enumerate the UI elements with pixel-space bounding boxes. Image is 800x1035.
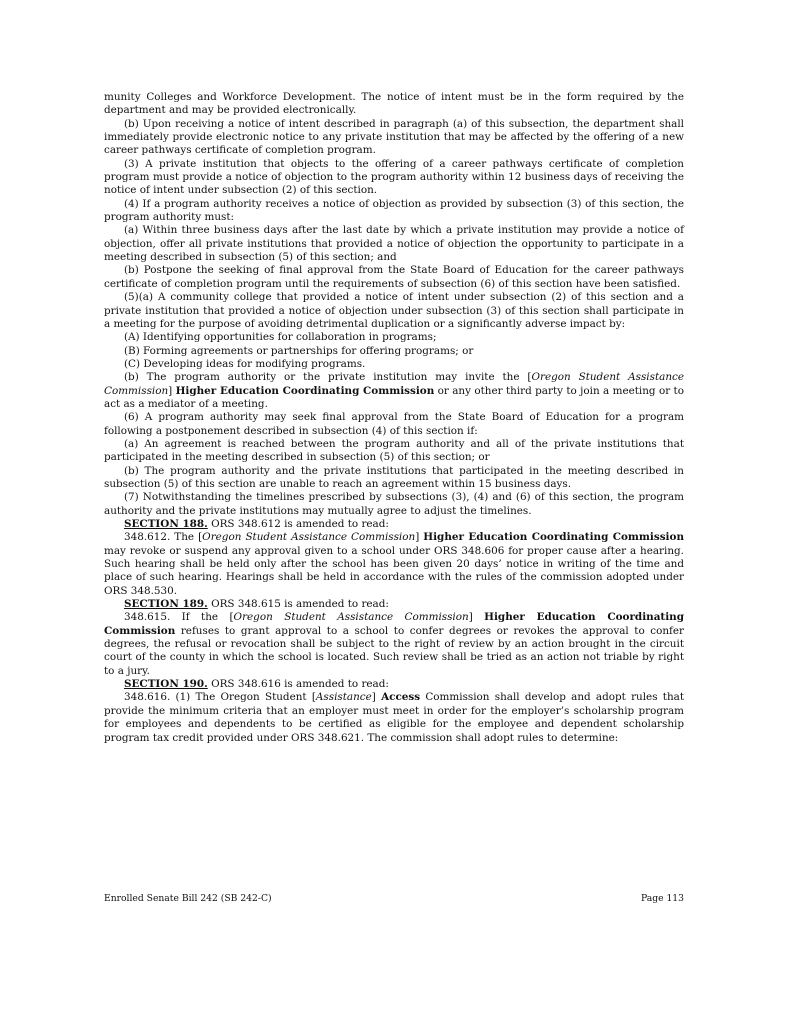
text-segment: may revoke or suspend any approval given to a school under ORS 348.606 for proper cause after a hearing. Such hearing shall be held only after the school has been given 20 days’ notice in writing of the time and place of such hearing. Hearings shall be held in accordance with the rules of the commission adopted under ORS 348.530.	[104, 544, 684, 597]
paragraph	[104, 611, 684, 678]
paragraph	[104, 691, 684, 744]
text-segment: (a) Within three business days after the last date by which a private institution may provide a notice of objection, offer all private institutions that provided a notice of objection the opportunity to participate in a meeting described in subsection (5) of this section; and	[104, 224, 684, 264]
paragraph	[104, 598, 684, 611]
text-segment: (b) Upon receiving a notice of intent described in paragraph (a) of this subsection, the department shall immediately provide electronic notice to any private institution that may be affected by the offering of a new career pathways certificate of completion program.	[104, 117, 684, 157]
paragraph	[104, 198, 684, 225]
text-segment: 348.612. The [	[124, 531, 203, 544]
paragraph	[104, 345, 684, 358]
page-number: Page 113	[640, 893, 684, 904]
text-segment: ORS 348.612 is amended to read:	[207, 518, 389, 530]
paragraph	[104, 331, 684, 344]
paragraph	[104, 358, 684, 371]
paragraph	[104, 224, 684, 264]
text-segment: 348.616. (1) The Oregon Student [	[124, 691, 316, 704]
paragraph	[104, 371, 684, 411]
page-footer	[104, 893, 684, 904]
paragraph	[104, 291, 684, 331]
text-segment: Oregon Student Assistance Commission	[202, 531, 416, 544]
paragraph	[104, 678, 684, 691]
text-segment: Commission shall develop and adopt rules that provide the minimum criteria that an employer must meet in order for the employer’s scholarship program for employees and dependents to be certified as eligible for the employee and dependent scholarship program tax credit provided under ORS 348.621. The commission shall adopt rules to determine:	[104, 691, 685, 744]
paragraph	[104, 438, 684, 465]
text-segment: Access	[381, 691, 421, 704]
text-segment: (3) A private institution that objects to the offering of a career pathways certificate of completion program must provide a notice of objection to the program authority within 12 business days of receiving the notice of intent under subsection (2) of this section.	[104, 157, 684, 197]
paragraph	[104, 531, 684, 598]
bill-text-body	[104, 91, 684, 745]
text-segment: Assistance	[315, 691, 372, 704]
bill-identifier: Enrolled Senate Bill 242 (SB 242-C)	[104, 893, 272, 904]
text-segment: (b) The program authority and the private institutions that participated in the meeting described in subsection (5) of this section are unable to reach an agreement within 15 business days.	[104, 464, 684, 490]
section-heading: SECTION 188.	[124, 518, 208, 530]
text-segment: ]	[371, 691, 382, 704]
text-segment: ORS 348.616 is amended to read:	[207, 678, 389, 691]
text-segment: (B) Forming agreements or partnerships for offering programs; or	[124, 344, 474, 357]
text-segment: Higher Education Coordinating Commission	[175, 384, 435, 397]
paragraph	[104, 264, 684, 291]
text-segment: (b) Postpone the seeking of final approval from the State Board of Education for the career pathways certificate of completion program until the requirements of subsection (6) of this section have been satisfied.	[104, 264, 684, 290]
text-segment: (b) The program authority or the private institution may invite the [	[124, 371, 532, 384]
text-segment: (7) Notwithstanding the timelines prescribed by subsections (3), (4) and (6) of this section, the program authority and the private institutions may mutually agree to adjust the timelines.	[104, 491, 684, 517]
paragraph	[104, 518, 684, 531]
paragraph	[104, 491, 684, 518]
paragraph	[104, 118, 684, 158]
section-heading: SECTION 190.	[124, 678, 208, 691]
text-segment: ]	[468, 611, 485, 624]
text-segment: Oregon Student Assistance Commission	[233, 611, 469, 624]
paragraph	[104, 158, 684, 198]
text-segment: (A) Identifying opportunities for collaboration in programs;	[124, 331, 437, 344]
text-segment: 348.615. If the [	[124, 611, 234, 624]
text-segment: Higher Education Coordinating Commission	[423, 531, 684, 544]
paragraph	[104, 465, 684, 492]
text-segment: ]	[168, 384, 176, 397]
text-segment: munity Colleges and Workforce Development. The notice of intent must be in the form required by the department and may be provided electronically.	[104, 91, 684, 117]
paragraph	[104, 411, 684, 438]
text-segment: refuses to grant approval to a school to confer degrees or revokes the approval to confer degrees, the refusal or revocation shall be subject to the right of review by an action brought in the circuit court of the county in which the school is located. Such review shall be tried as an action not triable by right to a jury.	[104, 624, 684, 677]
text-segment: (5)(a) A community college that provided a notice of intent under subsection (2) of this section and a private institution that provided a notice of objection under subsection (3) of this section shall participate in a meeting for the purpose of avoiding detrimental duplication or a significantly adverse impact by:	[104, 291, 684, 330]
text-segment: (4) If a program authority receives a notice of objection as provided by subsection (3) of this section, the program authority must:	[104, 197, 684, 224]
paragraph	[104, 91, 684, 118]
text-segment: or any other third party to join a meeting or to act as a mediator of a meeting.	[104, 384, 684, 410]
text-segment: (6) A program authority may seek final approval from the State Board of Education for a program following a postponement described in subsection (4) of this section if:	[104, 411, 684, 437]
text-segment: ORS 348.615 is amended to read:	[207, 598, 389, 611]
text-segment: (C) Developing ideas for modifying programs.	[124, 357, 366, 370]
text-segment: Higher Education Coordinating Commission	[104, 611, 685, 637]
section-heading: SECTION 189.	[124, 598, 208, 611]
text-segment: Oregon Student Assistance Commission	[104, 371, 684, 397]
text-segment: ]	[415, 531, 424, 544]
text-segment: (a) An agreement is reached between the program authority and all of the private institutions that participated in the meeting described in subsection (5) of this section; or	[104, 437, 684, 464]
